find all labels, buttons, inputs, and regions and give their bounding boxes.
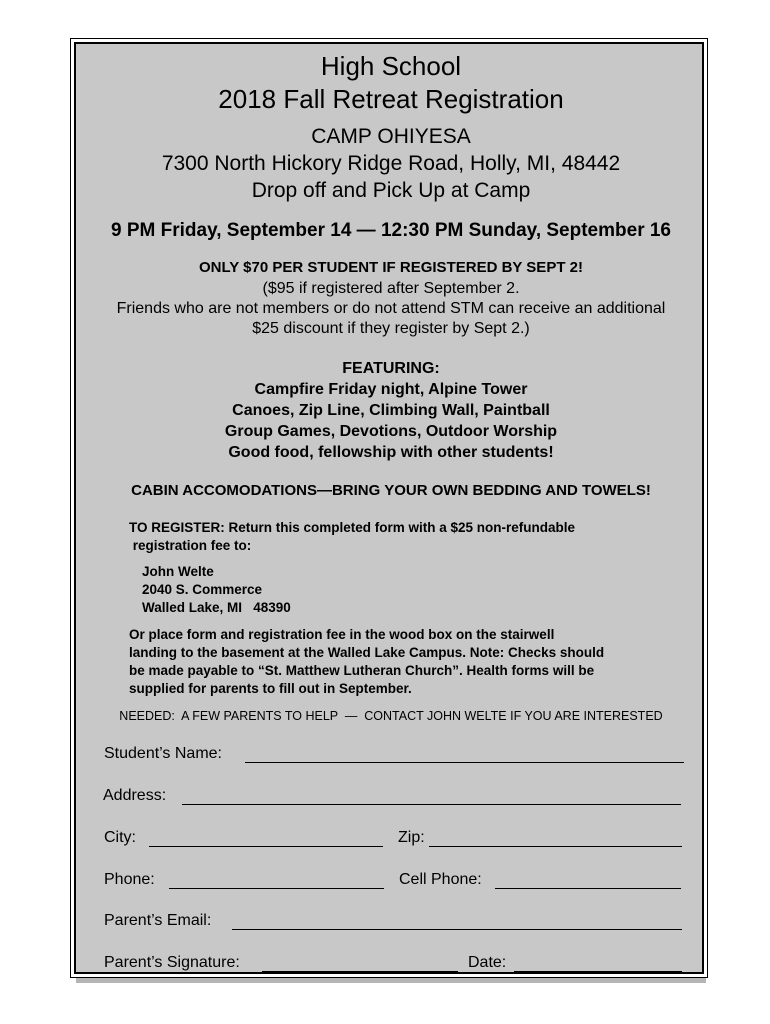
camp-name: CAMP OHIYESA: [311, 125, 471, 148]
alt-instructions-line: be made payable to “St. Matthew Lutheran Church”. Health forms will be: [129, 663, 595, 678]
parent-email-row: [104, 910, 684, 932]
price-line-1: ($95 if registered after September 2.: [262, 280, 520, 297]
parent-signature-label: Parent’s Signature:: [104, 954, 240, 971]
parent-email-label: Parent’s Email:: [104, 912, 212, 929]
cell-phone-field[interactable]: [495, 888, 681, 889]
address-field[interactable]: [182, 804, 681, 805]
flyer-content: [74, 42, 704, 974]
parent-email-field[interactable]: [232, 929, 682, 930]
title-line-1: High School: [320, 51, 462, 81]
student-name-row: [104, 743, 684, 765]
zip-label: Zip:: [398, 829, 425, 846]
cabin-notice: CABIN ACCOMODATIONS—BRING YOUR OWN BEDDING AND TOWELS!: [131, 482, 651, 499]
city-field[interactable]: [149, 846, 383, 847]
date-field[interactable]: [514, 971, 682, 972]
zip-field[interactable]: [429, 846, 682, 847]
student-name-field[interactable]: [245, 762, 684, 763]
parent-signature-field[interactable]: [262, 971, 458, 972]
city-label: City:: [104, 829, 136, 846]
featuring-item: Good food, fellowship with other students!: [228, 444, 554, 461]
register-line-2: registration fee to:: [129, 538, 252, 553]
phone-label: Phone:: [104, 871, 155, 888]
retreat-dates: 9 PM Friday, September 14 — 12:30 PM Sunday, September 16: [111, 220, 671, 241]
cell-phone-label: Cell Phone:: [399, 871, 482, 888]
signature-date-row: [104, 952, 684, 974]
phone-field[interactable]: [169, 888, 384, 889]
city-zip-row: [104, 827, 684, 849]
price-headline: ONLY $70 PER STUDENT IF REGISTERED BY SEPT 2!: [199, 259, 583, 276]
address-label: Address:: [103, 787, 167, 804]
phone-row: [104, 869, 684, 891]
parents-needed: NEEDED: A FEW PARENTS TO HELP — CONTACT JOHN WELTE IF YOU ARE INTERESTED: [119, 709, 663, 723]
mailing-city: Walled Lake, MI 48390: [142, 600, 291, 615]
featuring-item: Canoes, Zip Line, Climbing Wall, Paintball: [232, 402, 550, 419]
price-line-2: Friends who are not members or do not attend STM can receive an additional: [116, 300, 666, 317]
alt-instructions-line: landing to the basement at the Walled Lake Campus. Note: Checks should: [129, 645, 605, 660]
alt-instructions-line: Or place form and registration fee in the wood box on the stairwell: [129, 627, 555, 642]
camp-note: Drop off and Pick Up at Camp: [251, 179, 531, 202]
featuring-item: Campfire Friday night, Alpine Tower: [254, 381, 528, 398]
price-line-3: $25 discount if they register by Sept 2.): [252, 320, 530, 337]
student-name-label: Student’s Name:: [104, 745, 222, 762]
address-row: [104, 785, 684, 807]
mailing-name: John Welte: [142, 564, 214, 579]
title-line-2: 2018 Fall Retreat Registration: [218, 84, 564, 114]
flyer-frame: [70, 38, 708, 978]
featuring-heading: FEATURING:: [342, 360, 440, 377]
date-label: Date:: [468, 954, 507, 971]
featuring-item: Group Games, Devotions, Outdoor Worship: [224, 423, 558, 440]
alt-instructions-line: supplied for parents to fill out in September.: [129, 681, 412, 696]
camp-address: 7300 North Hickory Ridge Road, Holly, MI, 48442: [161, 152, 621, 175]
register-line-1: TO REGISTER: Return this completed form with a $25 non-refundable: [129, 520, 576, 535]
mailing-street: 2040 S. Commerce: [142, 582, 263, 597]
